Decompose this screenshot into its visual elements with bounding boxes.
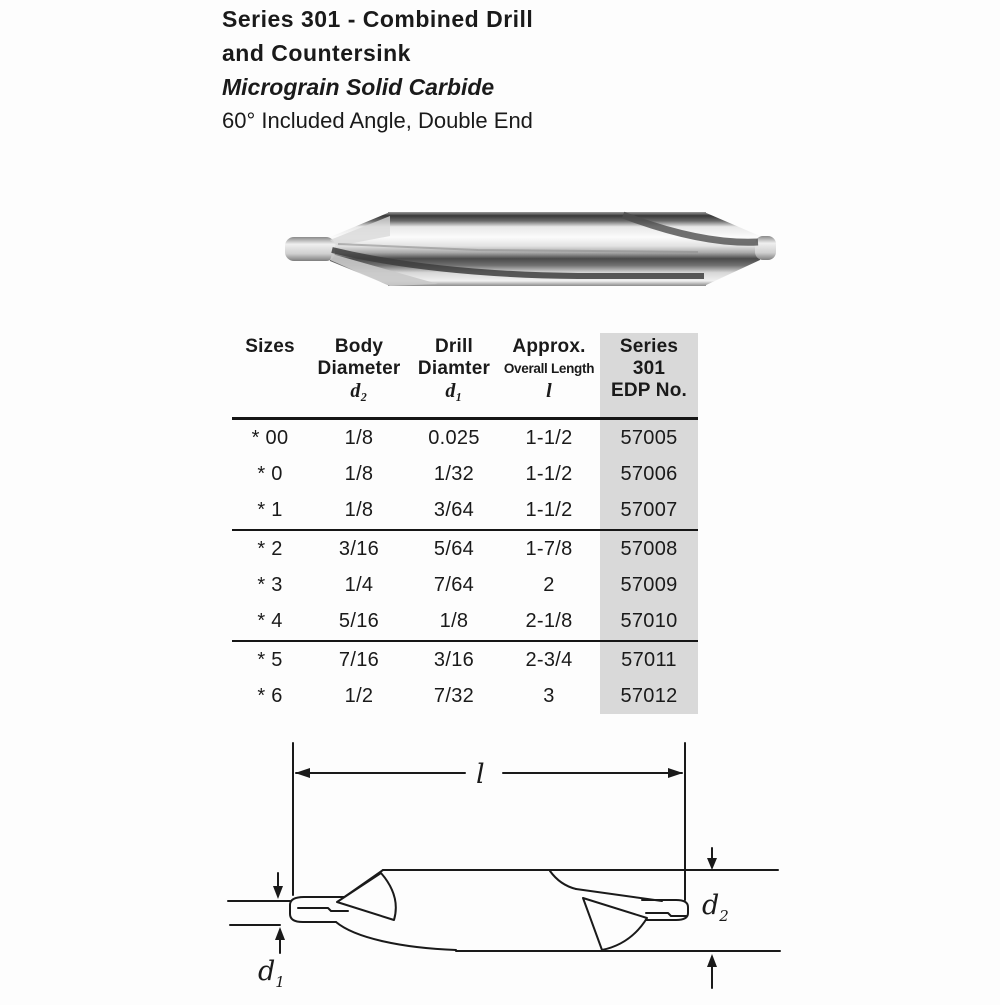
combined-drill-photo-image bbox=[278, 192, 783, 304]
dimension-diagram bbox=[210, 738, 1000, 1000]
cell-drill_diameter: 1/8 bbox=[439, 609, 469, 632]
cell-edp: 57012 bbox=[620, 684, 678, 707]
cell-body_diameter: 7/16 bbox=[338, 648, 380, 671]
d1-arrow-top bbox=[273, 886, 283, 899]
material-subtitle: Micrograin Solid Carbide bbox=[222, 74, 495, 100]
d1-arrow-bottom bbox=[275, 927, 285, 940]
cell-size: * 4 bbox=[257, 609, 283, 632]
cell-overall_length: 1-1/2 bbox=[525, 426, 573, 449]
page-title-line2: and Countersink bbox=[222, 40, 411, 66]
left-pilot-outline bbox=[290, 897, 345, 922]
cell-size: * 1 bbox=[257, 498, 283, 521]
cell-edp: 57009 bbox=[620, 573, 678, 596]
header-line: Approx. bbox=[512, 336, 586, 357]
header-cell-body_diameter bbox=[308, 333, 410, 417]
cell-size: * 6 bbox=[257, 684, 283, 707]
header-line: d₁ bbox=[445, 380, 463, 402]
header-cell-drill_diameter bbox=[410, 333, 498, 417]
header-cell-size bbox=[232, 333, 308, 417]
header-cell-edp bbox=[600, 333, 698, 417]
cell-overall_length: 2-1/8 bbox=[525, 609, 573, 632]
cell-body_diameter: 1/8 bbox=[344, 462, 374, 485]
header-line: Series bbox=[619, 336, 679, 357]
header-line: Diameter bbox=[317, 358, 401, 379]
left-flute-face bbox=[337, 873, 396, 920]
angle-spec: 60° Included Angle, Double End bbox=[222, 108, 533, 133]
cell-edp: 57006 bbox=[620, 462, 678, 485]
header-line: Body bbox=[334, 336, 384, 357]
header-line: Sizes bbox=[245, 336, 295, 357]
cell-drill_diameter: 5/64 bbox=[433, 537, 475, 560]
header-line: 301 bbox=[632, 358, 666, 379]
cell-size: * 2 bbox=[257, 537, 283, 560]
header-line: l bbox=[546, 380, 552, 402]
cell-size: * 5 bbox=[257, 648, 283, 671]
cell-overall_length: 2-3/4 bbox=[525, 648, 573, 671]
drill-diameter-label: $d_1$ bbox=[258, 956, 285, 991]
cell-body_diameter: 1/8 bbox=[344, 426, 374, 449]
dimension-diagram-drawing bbox=[210, 738, 1000, 1000]
d2-arrow-bottom bbox=[707, 954, 717, 967]
cell-body_diameter: 1/8 bbox=[344, 498, 374, 521]
cell-body_diameter: 5/16 bbox=[338, 609, 380, 632]
header-line: Diamter bbox=[417, 358, 491, 379]
cell-edp: 57011 bbox=[621, 648, 677, 671]
cell-body_diameter: 3/16 bbox=[338, 537, 380, 560]
left-pilot-edge bbox=[298, 908, 348, 911]
header-line: Drill bbox=[435, 336, 473, 357]
cell-drill_diameter: 1/32 bbox=[433, 462, 475, 485]
product-photo bbox=[278, 192, 783, 304]
cell-edp: 57010 bbox=[620, 609, 678, 632]
cell-overall_length: 1-7/8 bbox=[525, 537, 573, 560]
cell-drill_diameter: 7/32 bbox=[433, 684, 475, 707]
length-label: l bbox=[476, 759, 485, 790]
header-line: Overall Length bbox=[503, 361, 595, 376]
cell-edp: 57008 bbox=[620, 537, 678, 560]
right-pilot-edge bbox=[646, 913, 686, 916]
cell-body_diameter: 1/2 bbox=[344, 684, 374, 707]
right-flute-face bbox=[583, 898, 647, 950]
length-arrow-right bbox=[668, 768, 683, 778]
cell-drill_diameter: 3/16 bbox=[433, 648, 475, 671]
cell-overall_length: 1-1/2 bbox=[525, 462, 573, 485]
cell-edp: 57007 bbox=[620, 498, 678, 521]
cell-overall_length: 2 bbox=[543, 573, 555, 596]
header-line: d₂ bbox=[350, 380, 368, 402]
title-block bbox=[222, 2, 533, 138]
cell-overall_length: 3 bbox=[543, 684, 555, 707]
length-arrow-left bbox=[295, 768, 310, 778]
cell-size: * 3 bbox=[257, 573, 283, 596]
cell-size: * 0 bbox=[257, 462, 283, 485]
body-diameter-label: $d_2$ bbox=[702, 890, 729, 925]
cell-overall_length: 1-1/2 bbox=[525, 498, 573, 521]
cell-drill_diameter: 7/64 bbox=[433, 573, 475, 596]
cell-drill_diameter: 3/64 bbox=[433, 498, 475, 521]
cell-size: * 00 bbox=[251, 426, 289, 449]
cell-drill_diameter: 0.025 bbox=[428, 426, 480, 449]
d2-arrow-top bbox=[707, 858, 717, 870]
spec-table bbox=[232, 333, 698, 714]
right-flute-hook bbox=[550, 871, 576, 889]
cell-body_diameter: 1/4 bbox=[344, 573, 374, 596]
header-cell-overall_length bbox=[498, 333, 600, 417]
left-flute-sweep bbox=[336, 922, 456, 950]
page-title-line1: Series 301 - Combined Drill bbox=[222, 6, 534, 32]
header-line: EDP No. bbox=[610, 380, 687, 401]
cell-edp: 57005 bbox=[620, 426, 678, 449]
